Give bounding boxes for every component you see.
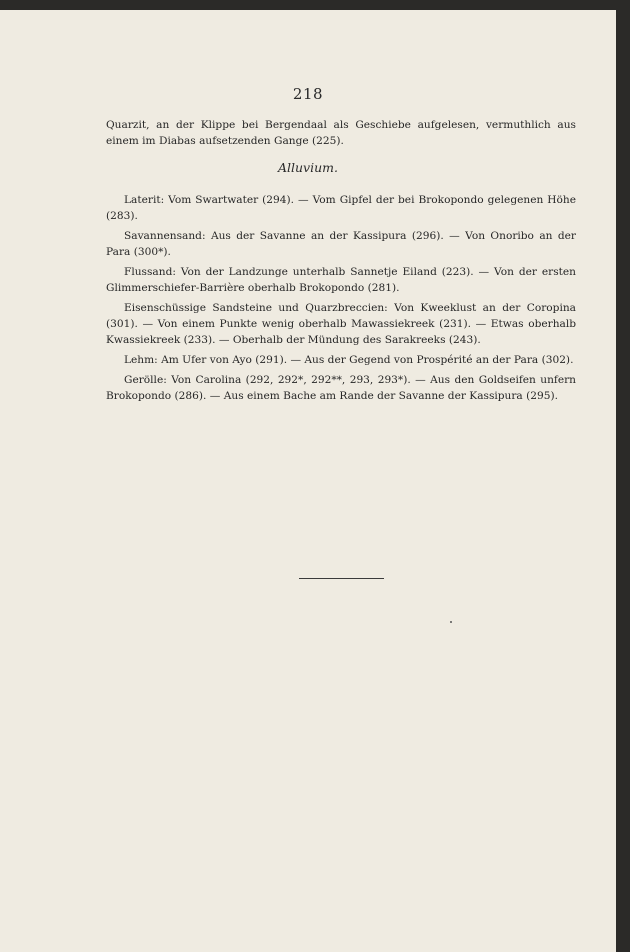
- intro-paragraph: Quarzit, an der Klippe bei Bergendaal als Geschiebe aufgelesen, vermuthlich aus einem im Diabas aufsetzenden Gange (225).: [106, 119, 576, 147]
- entry-lehm: Lehm: Am Ufer von Ayo (291). — Aus der Gegend von Prospérité an der Para (302).: [124, 354, 574, 366]
- entry-geroelle: Gerölle: Von Carolina (292, 292*, 292**, 293, 293*). — Aus den Goldseifen unfern Brokopondo (286). — Aus einem Bache am Rande der Savanne der Kassipura (295).: [106, 374, 576, 402]
- paper-speck: [450, 621, 452, 623]
- section-heading: Alluvium.: [277, 160, 338, 175]
- end-rule-divider: [299, 578, 384, 579]
- entry-eisenschuessige-sandsteine: Eisenschüssige Sandsteine und Quarzbreccien: Von Kweeklust an der Coropina (301). — Von einem Punkte wenig oberhalb Mawassiekreek (231). — Etwas oberhalb Kwassiekreek (233). — Oberhalb der Mündung des Sarakreeks (243).: [106, 302, 576, 346]
- page-number: 218: [292, 85, 324, 103]
- entry-savannensand: Savannensand: Aus der Savanne an der Kassipura (296). — Von Onoribo an der Para (300*).: [106, 230, 576, 258]
- entry-flussand: Flussand: Von der Landzunge unterhalb Sannetje Eiland (223). — Von der ersten Glimmerschiefer-Barrière oberhalb Brokopondo (281).: [106, 266, 576, 294]
- entry-laterit: Laterit: Vom Swartwater (294). — Vom Gipfel der bei Brokopondo gelegenen Höhe (283).: [106, 194, 576, 222]
- entry-list: [106, 192, 576, 408]
- book-page: [0, 10, 616, 952]
